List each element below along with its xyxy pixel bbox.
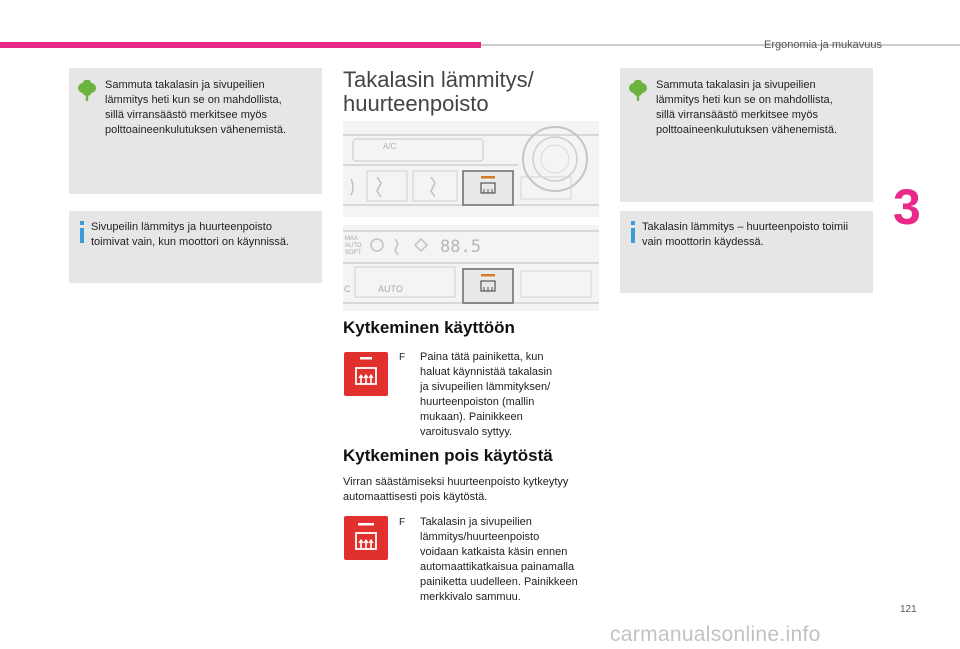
rear-defrost-icon bbox=[344, 352, 388, 396]
text-line: voidaan katkaista käsin ennen bbox=[420, 546, 568, 558]
section-heading-off: Kytkeminen pois käytöstä bbox=[343, 446, 553, 465]
header-accent-bar bbox=[0, 42, 481, 48]
section-on-text bbox=[420, 350, 552, 440]
page-title-line: huurteenpoisto bbox=[343, 91, 489, 116]
bullet-marker: F bbox=[399, 352, 406, 363]
eco-note-line: polttoaineenkulutuksen vähenemistä. bbox=[656, 124, 838, 136]
text-line: ja sivupeilien lämmityksen/ bbox=[420, 381, 551, 393]
info-note-line: Takalasin lämmitys – huurteenpoisto toimii bbox=[642, 221, 849, 233]
bullet-marker: F bbox=[399, 517, 406, 528]
eco-note-line: lämmitys heti kun se on mahdollista, bbox=[656, 94, 833, 106]
text-line: Paina tätä painiketta, kun bbox=[420, 351, 544, 363]
eco-tree-icon bbox=[77, 80, 97, 102]
eco-note-box-right bbox=[620, 68, 873, 202]
info-note-line: Sivupeilin lämmitys ja huurteenpoisto bbox=[91, 221, 272, 233]
eco-note-line: sillä virransäästö merkitsee myös bbox=[656, 109, 818, 121]
info-note-line: toimivat vain, kun moottori on käynnissä. bbox=[91, 236, 290, 248]
rear-defrost-icon bbox=[344, 516, 388, 560]
info-note-box-left bbox=[69, 211, 322, 283]
text-line: Takalasin ja sivupeilien bbox=[420, 516, 532, 528]
chapter-title: Ergonomia ja mukavuus bbox=[763, 39, 882, 51]
led-indicator-icon bbox=[358, 523, 374, 526]
text-line: automaattikatkaisua painamalla bbox=[420, 561, 575, 573]
text-line: varoitusvalo syttyy. bbox=[420, 426, 513, 438]
section-heading-on: Kytkeminen käyttöön bbox=[343, 318, 515, 337]
section-off-text bbox=[420, 515, 578, 605]
eco-note-text-left bbox=[105, 78, 286, 138]
text-line: haluat käynnistää takalasin bbox=[420, 366, 553, 378]
info-note-text-left bbox=[91, 220, 289, 250]
eco-note-line: lämmitys heti kun se on mahdollista, bbox=[105, 94, 282, 106]
text-line: Virran säästämiseksi huurteenpoisto kytkeytyy bbox=[343, 476, 569, 488]
text-line: mukaan). Painikkeen bbox=[420, 411, 523, 423]
info-note-box-right bbox=[620, 211, 873, 293]
section-off-intro bbox=[343, 475, 568, 505]
page-number: 121 bbox=[900, 604, 917, 615]
info-icon bbox=[628, 221, 638, 243]
text-line: merkkivalo sammuu. bbox=[420, 591, 521, 603]
c-label: C bbox=[344, 284, 351, 294]
header-rule bbox=[481, 44, 960, 46]
info-note-line: vain moottorin käydessä. bbox=[642, 236, 764, 248]
eco-note-box-left bbox=[69, 68, 322, 194]
rear-defrost-glyph bbox=[344, 516, 388, 560]
eco-tree-icon bbox=[628, 80, 648, 102]
segment-display: 88.5 bbox=[440, 237, 481, 257]
auto-label: AUTO bbox=[378, 284, 403, 294]
eco-note-line: sillä virransäästö merkitsee myös bbox=[105, 109, 267, 121]
climate-panel-illustration-1 bbox=[343, 121, 599, 217]
text-line: lämmitys/huurteenpoisto bbox=[420, 531, 540, 543]
eco-note-text-right bbox=[656, 78, 837, 138]
text-line: automaattisesti pois käytöstä. bbox=[343, 491, 488, 503]
led-indicator-icon bbox=[360, 357, 372, 360]
ac-label: A/C bbox=[383, 142, 397, 151]
text-line: huurteenpoiston (mallin bbox=[420, 396, 535, 408]
rear-defrost-glyph bbox=[344, 352, 388, 396]
mode-label: MAX AUTO SOFT bbox=[345, 236, 362, 256]
info-note-text-right bbox=[642, 220, 848, 250]
watermark: carmanualsonline.info bbox=[610, 623, 821, 646]
page-title bbox=[343, 68, 534, 116]
text-line: painiketta uudelleen. Painikkeen bbox=[420, 576, 578, 588]
eco-note-line: Sammuta takalasin ja sivupeilien bbox=[105, 79, 265, 91]
page-title-line: Takalasin lämmitys/ bbox=[343, 67, 534, 92]
chapter-number: 3 bbox=[893, 179, 921, 235]
info-icon bbox=[77, 221, 87, 243]
eco-note-line: polttoaineenkulutuksen vähenemistä. bbox=[105, 124, 287, 136]
eco-note-line: Sammuta takalasin ja sivupeilien bbox=[656, 79, 816, 91]
